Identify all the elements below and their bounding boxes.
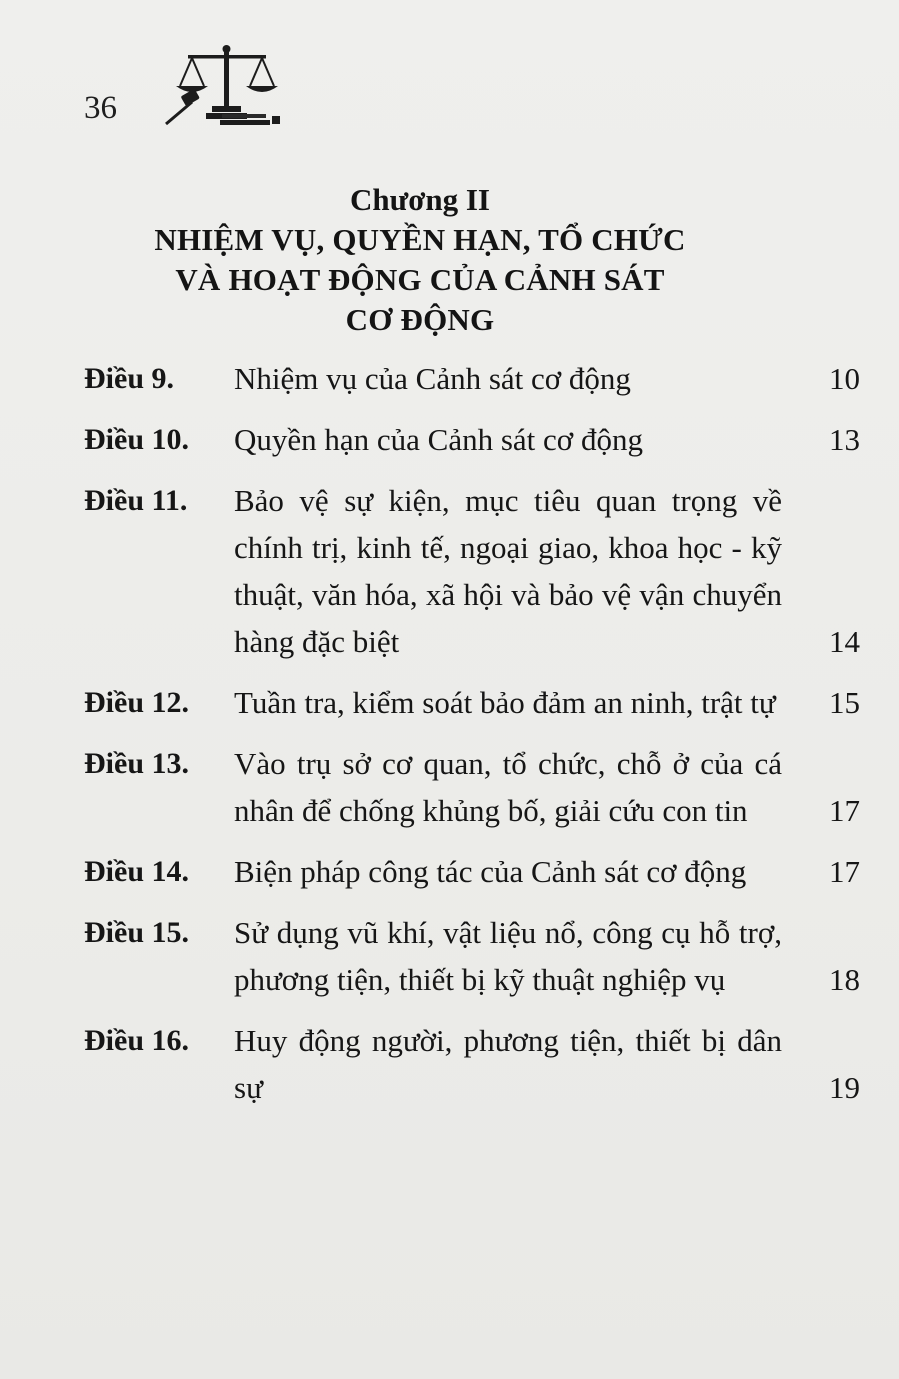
chapter-heading (60, 180, 780, 340)
article-label: Điều 11. (84, 484, 188, 517)
page-header (84, 40, 384, 130)
page-ref: 17 (829, 854, 860, 889)
chapter-title-line: VÀ HOẠT ĐỘNG CỦA CẢNH SÁT (175, 262, 665, 297)
article-label: Điều 16. (84, 1024, 189, 1057)
chapter-title-line: CƠ ĐỘNG (345, 302, 495, 337)
article-label: Điều 15. (84, 916, 189, 949)
article-label: Điều 12. (84, 686, 189, 719)
page-number: 36 (84, 90, 117, 126)
page-ref: 17 (829, 793, 860, 828)
page-ref: 14 (829, 624, 860, 659)
table-of-contents (84, 355, 860, 1111)
chapter-label: Chương II (349, 182, 490, 217)
article-title: Sử dụng vũ khí, vật liệu nổ, công cụ hỗ trợ, phương tiện, thiết bị kỹ thuật nghiệp vụ (234, 915, 782, 997)
toc-entry (84, 740, 860, 834)
article-label: Điều 9. (84, 362, 174, 395)
article-title: Nhiệm vụ của Cảnh sát cơ động (234, 361, 631, 396)
article-label: Điều 10. (84, 423, 189, 456)
toc-entry (84, 355, 860, 402)
toc-entry (84, 848, 860, 895)
article-label: Điều 14. (84, 855, 189, 888)
page-ref: 15 (829, 685, 860, 720)
scales-of-justice-gavel-icon (162, 40, 292, 128)
article-title: Vào trụ sở cơ quan, tổ chức, chỗ ở của cá nhân để chống khủng bố, giải cứu con tin (234, 746, 782, 828)
article-title: Bảo vệ sự kiện, mục tiêu quan trọng về chính trị, kinh tế, ngoại giao, khoa học - kỹ thuật, văn hóa, xã hội và bảo vệ vận chuyển hàng đặc biệt (234, 483, 782, 659)
chapter-title-line: NHIỆM VỤ, QUYỀN HẠN, TỔ CHỨC (154, 222, 686, 257)
page-ref: 10 (829, 361, 860, 396)
toc-entry (84, 679, 860, 726)
page-ref: 18 (829, 962, 860, 997)
article-title: Huy động người, phương tiện, thiết bị dân sự (234, 1023, 782, 1105)
toc-entry (84, 416, 860, 463)
article-label: Điều 13. (84, 747, 189, 780)
article-title: Biện pháp công tác của Cảnh sát cơ động (234, 854, 747, 889)
article-title: Quyền hạn của Cảnh sát cơ động (234, 422, 643, 457)
page-ref: 19 (829, 1070, 860, 1105)
page-ref: 13 (829, 422, 860, 457)
toc-entry (84, 1017, 860, 1111)
toc-entry (84, 909, 860, 1003)
toc-entry (84, 477, 860, 665)
article-title: Tuần tra, kiểm soát bảo đảm an ninh, trật tự (234, 685, 776, 720)
